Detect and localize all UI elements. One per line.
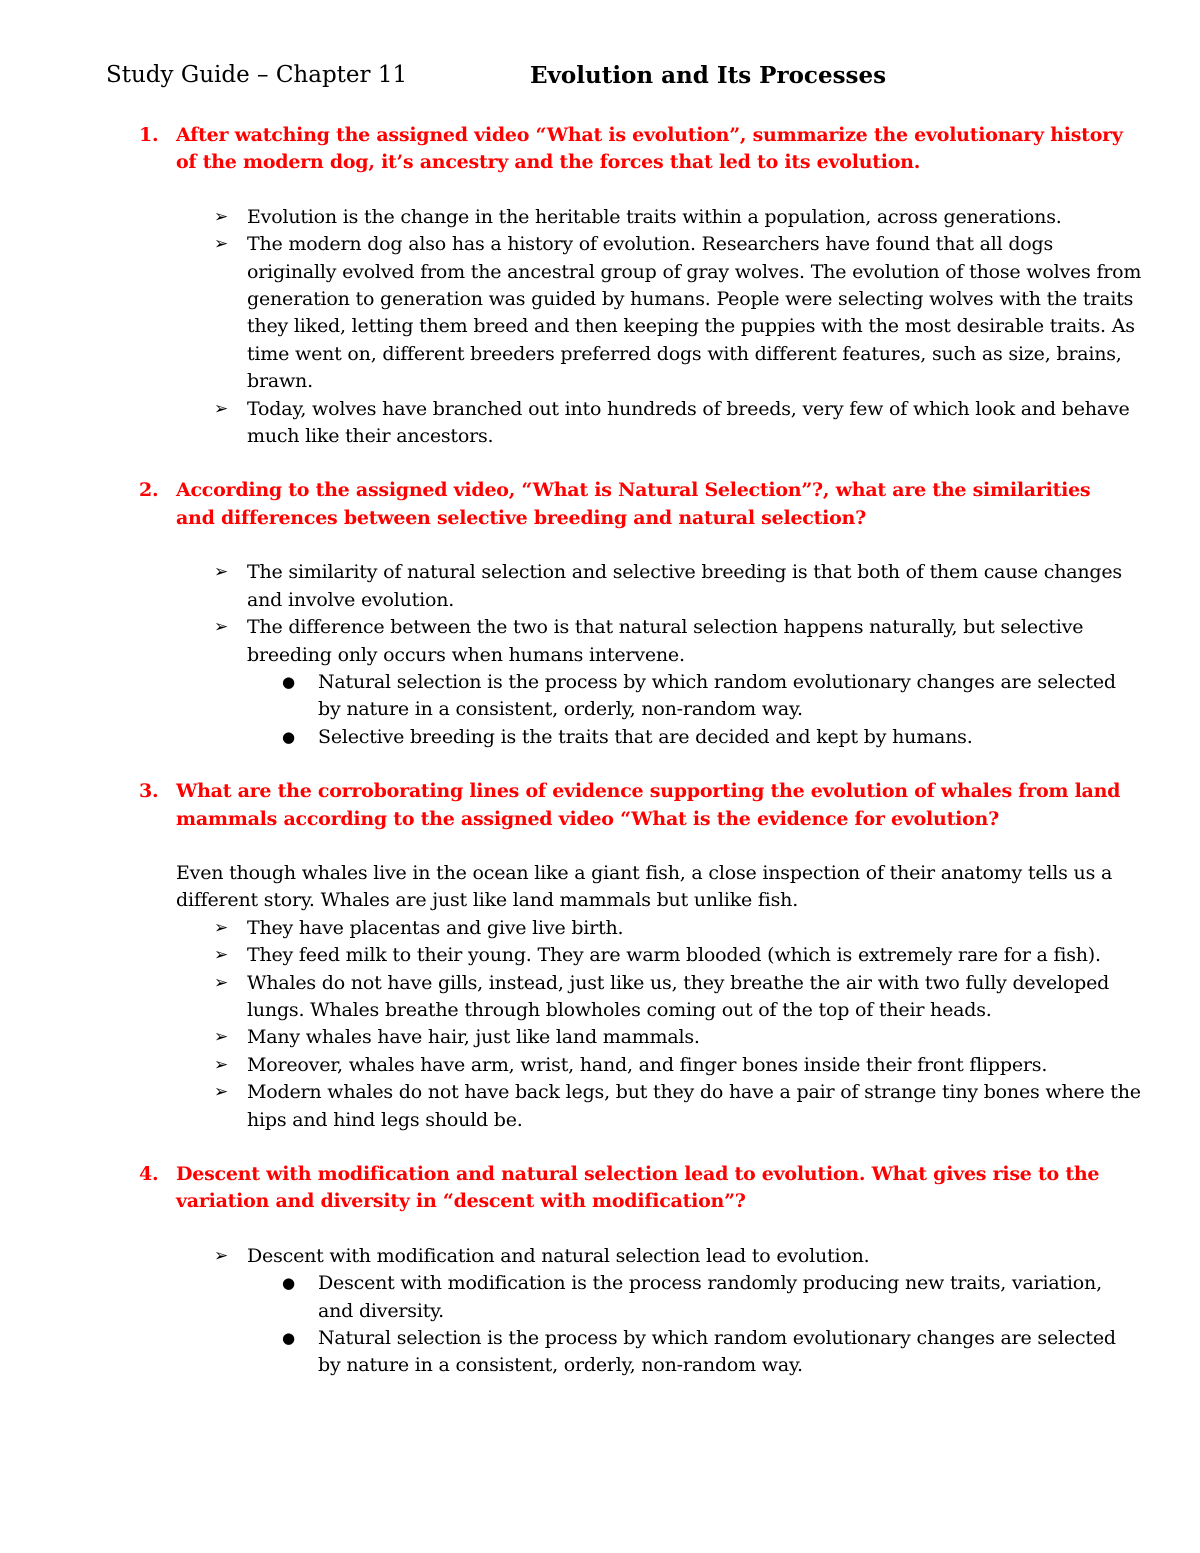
question-text: What are the corroborating lines of evidence supporting the evolution of whales from land mammals according to the assigned video “What is the evidence for evolution? <box>176 780 1121 830</box>
question-text: After watching the assigned video “What is evolution”, summarize the evolutionary history of the modern dog, it’s ancestry and the forces that led to its evolution. <box>176 124 1123 174</box>
answer-bullet: ➢ The modern dog also has a history of evolution. Researchers have found that all dogs originally evolved from the ancestral group of gray wolves. The evolution of those wolves from generation to generation was guided by humans. People were selecting wolves with the traits they liked, letting them breed and then keeping the puppies with the most desirable traits. As time went on, different breeders preferred dogs with different features, such as size, brains, brawn. <box>214 233 1142 393</box>
dot-bullet-icon: ● <box>282 727 295 746</box>
answer-sub-bullet: ● Natural selection is the process by which random evolutionary changes are selected by nature in a consistent, orderly, non-random way. <box>282 670 1116 721</box>
answer-bullet: ➢ They feed milk to their young. They are warm blooded (which is extremely rare for a fish). <box>247 942 1147 969</box>
question-2 <box>139 477 1126 532</box>
arrow-bullet-icon: ➢ <box>214 1027 229 1048</box>
dot-bullet-icon: ● <box>282 672 295 691</box>
arrow-bullet-icon: ➢ <box>214 1082 229 1103</box>
question-1 <box>139 122 1126 177</box>
arrow-bullet-icon: ➢ <box>214 562 229 583</box>
question-number: 4. <box>139 1163 159 1185</box>
arrow-bullet-icon: ➢ <box>214 1245 229 1266</box>
answer-bullet: ➢ Whales do not have gills, instead, just like us, they breathe the air with two fully developed lungs. Whales breathe through blowholes coming out of the top of their heads. <box>214 971 1110 1021</box>
arrow-bullet-icon: ➢ <box>214 206 229 227</box>
answer-bullet: ➢ Moreover, whales have arm, wrist, hand, and finger bones inside their front flippers. <box>247 1052 1147 1079</box>
arrow-bullet-icon: ➢ <box>214 972 229 993</box>
answer-intro: Even though whales live in the ocean like a giant fish, a close inspection of their anatomy tells us a different story. Whales are just like land mammals but unlike fish. <box>176 861 1113 912</box>
arrow-bullet-icon: ➢ <box>214 917 229 938</box>
answer-bullet: ➢ Many whales have hair, just like land mammals. <box>247 1024 1147 1051</box>
answer-sub-bullet: ● Descent with modification is the process randomly producing new traits, variation, and diversity. <box>282 1272 1102 1322</box>
answer-bullet: ➢ Today, wolves have branched out into hundreds of breeds, very few of which look and behave much like their ancestors. <box>214 397 1130 448</box>
arrow-bullet-icon: ➢ <box>214 1054 229 1075</box>
question-text: Descent with modification and natural selection lead to evolution. What gives rise to the variation and diversity in “descent with modification”? <box>176 1163 1100 1213</box>
answer-bullet: ➢ Modern whales do not have back legs, but they do have a pair of strange tiny bones where the hips and hind legs should be. <box>214 1081 1141 1131</box>
arrow-bullet-icon: ➢ <box>214 234 229 255</box>
question-4 <box>139 1161 1126 1216</box>
course-label: Study Guide – Chapter 11 <box>106 62 408 88</box>
answer-bullet: ➢ Descent with modification and natural selection lead to evolution. <box>247 1243 1147 1270</box>
answer-bullet: ➢ The difference between the two is that natural selection happens naturally, but selective breeding only occurs when humans intervene. <box>214 616 1084 666</box>
question-number: 1. <box>139 124 159 146</box>
answer-sub-bullet: ● Selective breeding is the traits that are decided and kept by humans. <box>318 724 1138 751</box>
answer-sub-bullet: ● Natural selection is the process by which random evolutionary changes are selected by nature in a consistent, orderly, non-random way. <box>282 1327 1116 1377</box>
dot-bullet-icon: ● <box>282 1329 295 1348</box>
question-number: 2. <box>139 479 159 502</box>
chapter-title: Evolution and Its Processes <box>530 62 887 89</box>
arrow-bullet-icon: ➢ <box>214 398 229 419</box>
study-guide-content <box>0 122 1200 1380</box>
arrow-bullet-icon: ➢ <box>214 945 229 966</box>
answer-bullet: ➢ Evolution is the change in the heritable traits within a population, across generations. <box>247 204 1147 231</box>
answer-bullet: ➢ They have placentas and give live birth. <box>247 915 1147 942</box>
question-3 <box>139 778 1126 833</box>
arrow-bullet-icon: ➢ <box>214 617 229 638</box>
answer-bullet: ➢ The similarity of natural selection and selective breeding is that both of them cause changes and involve evolution. <box>214 561 1122 611</box>
dot-bullet-icon: ● <box>282 1274 295 1293</box>
question-number: 3. <box>139 780 159 803</box>
question-text: According to the assigned video, “What is Natural Selection”?, what are the similarities and differences between selective breeding and natural selection? <box>176 479 1091 529</box>
page-header <box>106 62 1106 96</box>
